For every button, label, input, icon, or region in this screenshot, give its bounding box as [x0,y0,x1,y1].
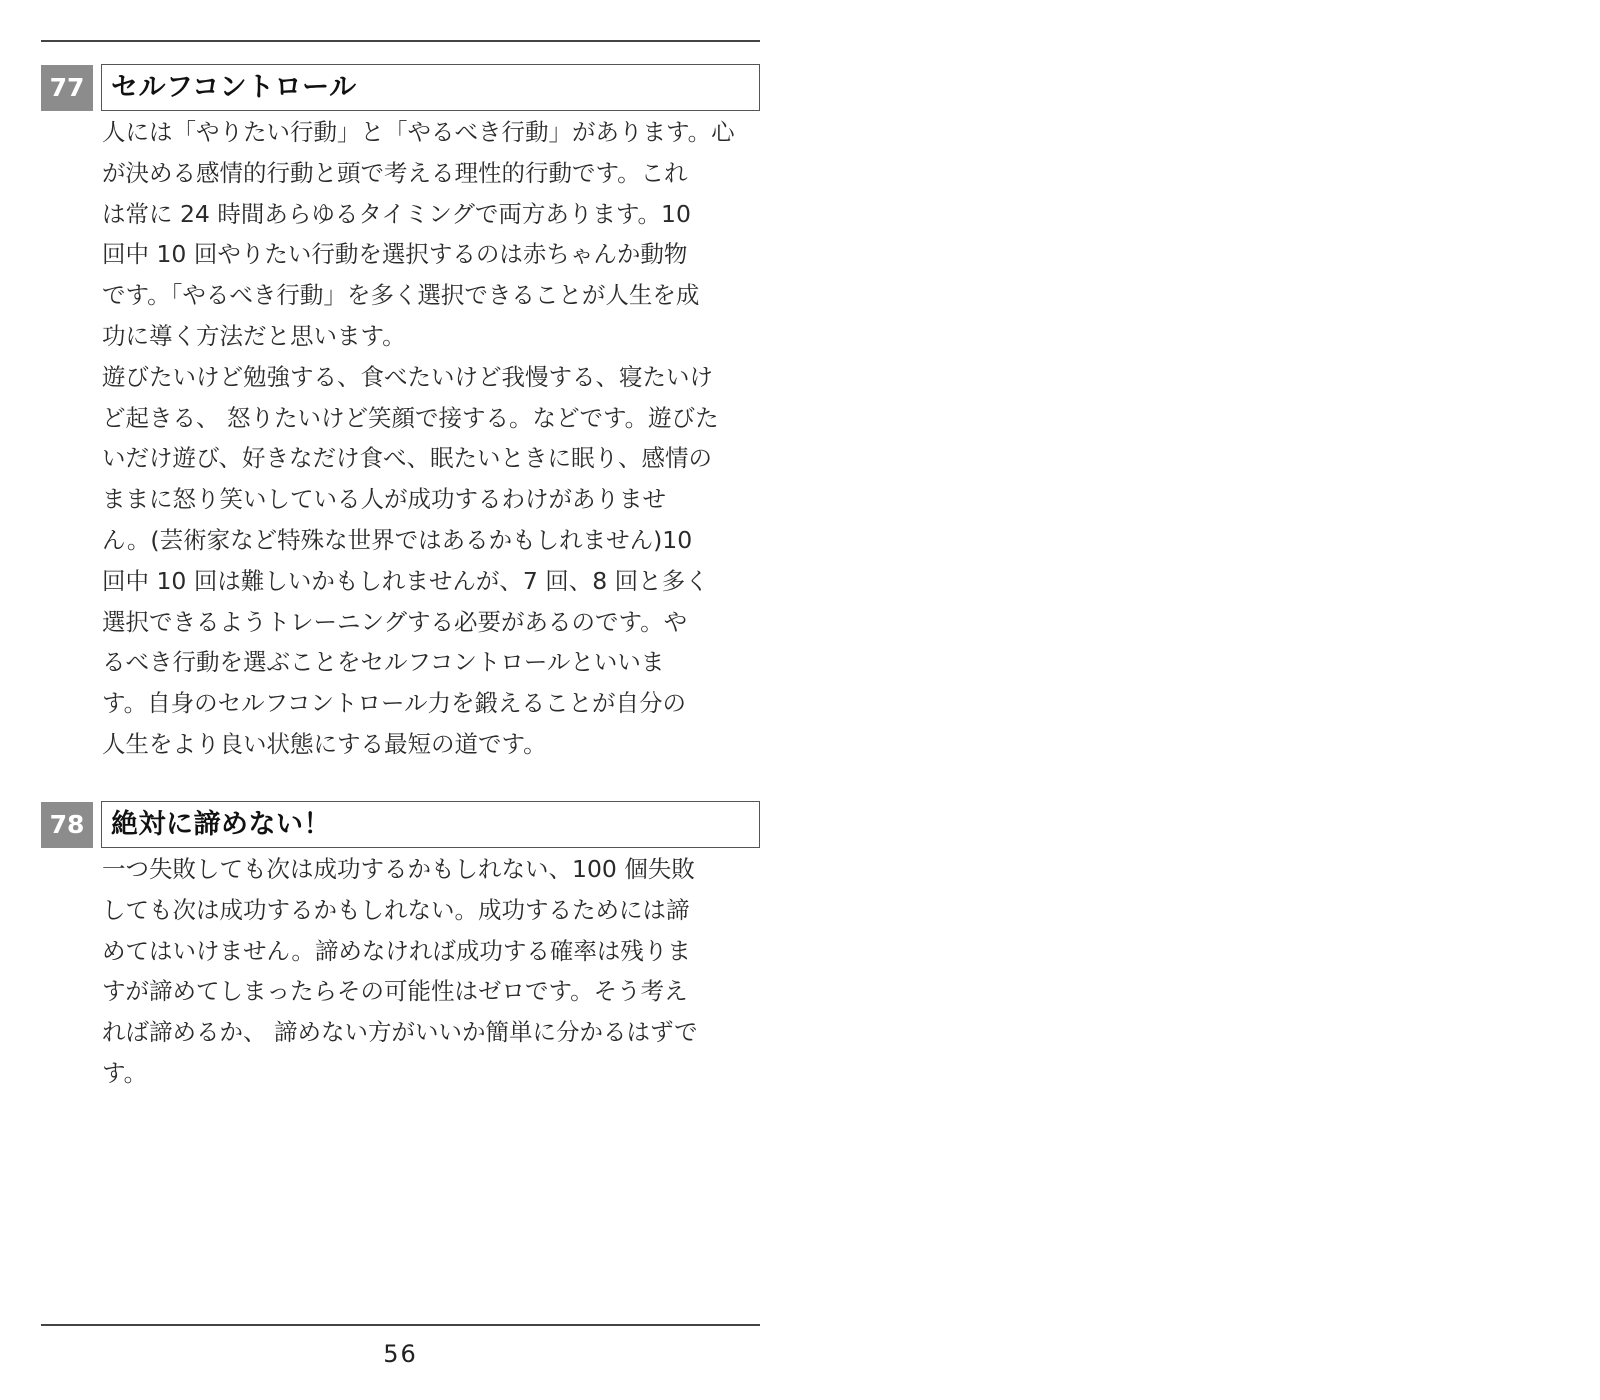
body-line: 功に導く方法だと思います。 [102,321,406,350]
bottom-rule [41,1324,760,1326]
body-line: 人生をより良い状態にする最短の道です。 [102,729,547,758]
section-title: 絶対に諦めない！ [111,809,331,840]
body-line: が決める感情的行動と頭で考える理性的行動です。これ [102,158,688,187]
body-line: です。「やるべき行動」を多く選択できることが人生を成 [102,281,700,310]
section-header [41,64,760,112]
section-body [102,112,762,765]
section-77 [41,64,760,765]
section-title-box [101,801,760,848]
section-78 [41,801,760,1094]
body-line: 一つ失敗しても次は成功するかもしれない、100 個失敗 [102,855,695,883]
section-number: 77 [41,65,93,111]
section-title-box [101,64,760,111]
body-line: す。 [102,1058,148,1087]
body-line: 人には「やりたい行動」と「やるべき行動」があります。心 [102,118,735,146]
body-line: いだけ遊び、好きなだけ食べ、眠たいときに眠り、感情の [102,444,713,473]
body-line: れば諦めるか、 諦めない方がいいか簡単に分かるはずで [102,1018,698,1047]
body-line: すが諦めてしまったらその可能性はゼロです。そう考え [102,977,688,1006]
section-title: セルフコントロール [111,72,357,103]
body-line: るべき行動を選ぶことをセルフコントロールといいま [102,648,665,677]
body-line: は常に 24 時間あらゆるタイミングで両方あります。10 [102,199,691,228]
top-rule [41,40,760,42]
body-line: ん。(芸術家など特殊な世界ではあるかもしれません)10 [102,525,693,554]
body-line: 選択できるようトレーニングする必要があるのです。や [102,607,688,636]
body-line: す。自身のセルフコントロール力を鍛えることが自分の [102,689,686,718]
page-number: 56 [383,1340,418,1368]
body-line: しても次は成功するかもしれない。成功するためには諦 [102,895,690,924]
body-line: 回中 10 回やりたい行動を選択するのは赤ちゃんか動物 [102,240,688,269]
body-line: 回中 10 回は難しいかもしれませんが、7 回、8 回と多く [102,566,709,595]
body-line: ど起きる、 怒りたいけど笑顔で接する。などです。遊びた [102,403,719,432]
section-body [102,849,762,1094]
section-number: 78 [41,802,93,848]
body-line: ままに怒り笑いしている人が成功するわけがありませ [102,485,666,514]
section-header [41,801,760,849]
body-line: めてはいけません。諦めなければ成功する確率は残りま [102,936,691,965]
body-line: 遊びたいけど勉強する、食べたいけど我慢する、寝たいけ [102,362,713,391]
